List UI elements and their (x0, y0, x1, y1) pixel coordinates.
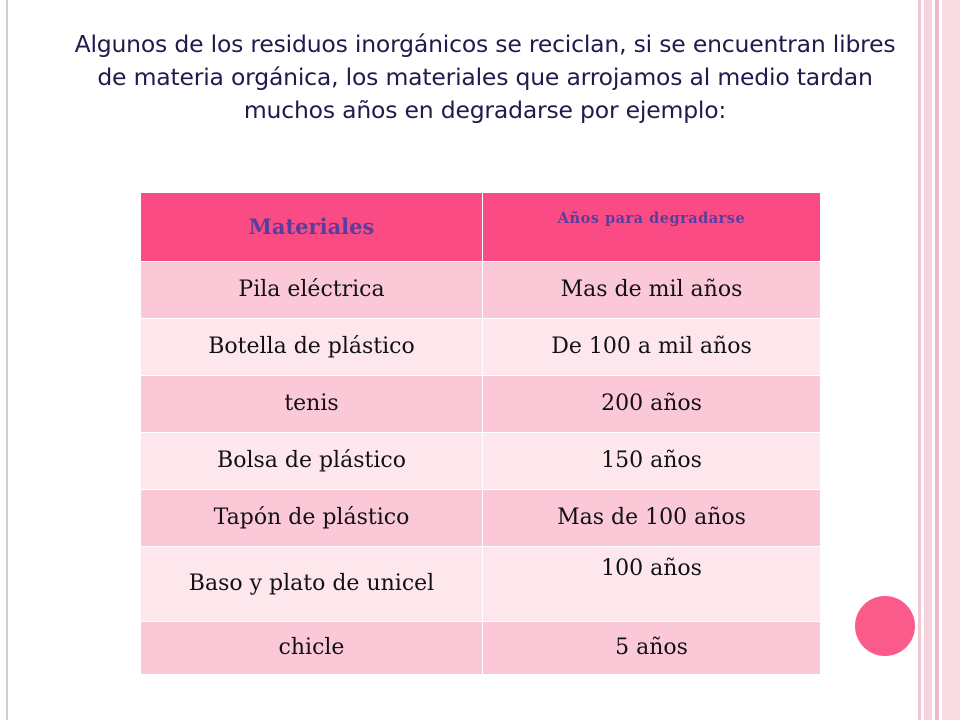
table-row (141, 262, 821, 319)
years-cell: 100 años (483, 547, 821, 622)
material-cell: tenis (141, 376, 483, 433)
material-cell: Pila eléctrica (141, 262, 483, 319)
material-cell: Baso y plato de unicel (141, 547, 483, 622)
table-row (141, 433, 821, 490)
years-cell: Mas de mil años (483, 262, 821, 319)
table-row (141, 622, 821, 675)
materials-table (140, 192, 821, 675)
header-anos: Años para degradarse (483, 193, 821, 262)
table-row (141, 490, 821, 547)
years-cell: Mas de 100 años (483, 490, 821, 547)
material-cell: chicle (141, 622, 483, 675)
material-cell: Tapón de plástico (141, 490, 483, 547)
table-header-row (141, 193, 821, 262)
header-materiales: Materiales (141, 193, 483, 262)
left-border-line (6, 0, 8, 720)
material-cell: Bolsa de plástico (141, 433, 483, 490)
decorative-circle-icon (855, 596, 915, 656)
years-cell: 150 años (483, 433, 821, 490)
table-row (141, 547, 821, 622)
table-row (141, 376, 821, 433)
right-decorative-stripes (918, 0, 960, 720)
years-cell: 200 años (483, 376, 821, 433)
table-row (141, 319, 821, 376)
years-cell: 5 años (483, 622, 821, 675)
years-cell: De 100 a mil años (483, 319, 821, 376)
material-cell: Botella de plástico (141, 319, 483, 376)
slide-heading: Algunos de los residuos inorgánicos se reciclan, si se encuentran libres de materia orgánica, los materiales que arrojamos al medio tardan muchos años en degradarse por ejemplo: (74, 30, 896, 124)
